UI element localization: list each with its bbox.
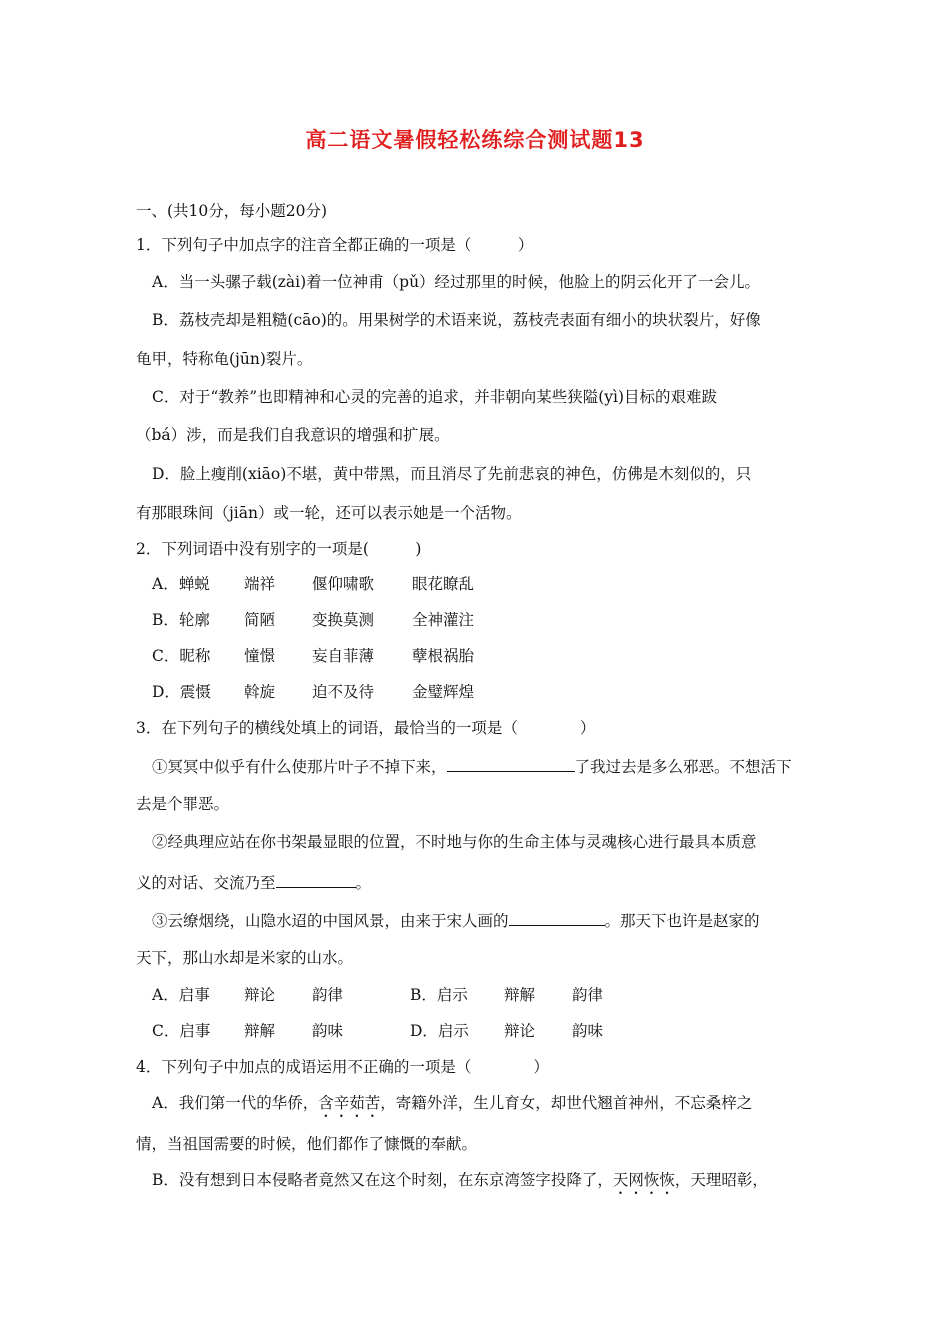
option-word: 韵律: [572, 986, 604, 1004]
question-3-sentence-2-cont: [136, 871, 371, 893]
question-1-option-d-line1: D．脸上瘦削(xiāo)不堪，黄中带黑，而且消尽了先前悲哀的神色，仿佛是木刻似的，只: [152, 465, 752, 483]
option-word: 迫不及待: [312, 683, 375, 701]
sentence-text: ，天理昭彰，: [674, 1171, 768, 1189]
question-4-option-b-line1: [152, 1170, 768, 1198]
question-2-stem: 2．下列词语中没有别字的一项是( ): [136, 540, 422, 558]
option-label: A．蝉蜕: [152, 575, 210, 593]
question-1-option-c-line2: （bá）涉，而是我们自我意识的增强和扩展。: [136, 426, 450, 444]
sentence-text: A．我们第一代的华侨，: [152, 1094, 319, 1112]
question-1-option-d-line2: 有那眼珠间（jiān）或一轮，还可以表示她是一个活物。: [136, 504, 522, 522]
fill-blank[interactable]: [276, 871, 356, 888]
option-word: 全神灌注: [412, 611, 475, 629]
option-label: C．昵称: [152, 647, 211, 665]
question-4-stem: 4．下列句子中加点的成语运用不正确的一项是（ ）: [136, 1058, 549, 1076]
question-3-sentence-3-cont: 天下，那山水却是米家的山水。: [136, 949, 354, 967]
question-3-sentence-2: ②经典理应站在你书架最显眼的位置，不时地与你的生命主体与灵魂核心进行最具本质意: [152, 833, 757, 851]
question-1-option-c-line1: C．对于“教养”也即精神和心灵的完善的追求，并非朝向某些狭隘(yì)目标的艰难跋: [152, 388, 718, 406]
question-3-sentence-3: [152, 909, 760, 931]
sentence-text: ③云缭烟绕，山隐水迢的中国风景，由来于宋人画的: [152, 912, 509, 930]
option-word: 辩解: [244, 1022, 276, 1040]
option-word: 韵律: [312, 986, 344, 1004]
option-label: A．启事: [152, 986, 210, 1004]
option-word: 偃仰啸歌: [312, 575, 375, 593]
page-title: 高二语文暑假轻松练综合测试题13: [305, 128, 645, 152]
question-1-option-a: A．当一头骡子载(zài)着一位神甫（pǔ）经过那里的时候，他脸上的阴云化开了一会儿。: [152, 273, 761, 291]
sentence-text: 。那天下也许是赵家的: [604, 912, 760, 930]
option-label: B．启示: [410, 986, 468, 1004]
option-word: 韵味: [572, 1022, 604, 1040]
question-1-option-b-line2: 龟甲，特称龟(jūn)裂片。: [136, 350, 313, 368]
option-word: 眼花瞭乱: [412, 575, 475, 593]
sentence-text: ，寄籍外洋，生儿育女，却世代翘首神州，不忘桑梓之: [380, 1094, 753, 1112]
option-word: 辩论: [244, 986, 276, 1004]
question-1-option-b-line1: B．荔枝壳却是粗糙(cāo)的。用果树学的术语来说，荔枝壳表面有细小的块状裂片，好像: [152, 311, 761, 329]
sentence-text: 了我过去是多么邪恶。不想活下: [574, 758, 792, 776]
dotted-idiom: 含辛茹苦: [318, 1094, 381, 1112]
option-word: 孽根祸胎: [412, 647, 475, 665]
option-word: 金璧辉煌: [412, 683, 475, 701]
question-1-stem: 1．下列句子中加点字的注音全都正确的一项是（ ）: [136, 236, 534, 254]
option-word: 简陋: [244, 611, 276, 629]
question-4-option-a-line2: 情，当祖国需要的时候，他们都作了慷慨的奉献。: [136, 1135, 478, 1153]
option-word: 辩论: [504, 1022, 536, 1040]
option-word: 斡旋: [244, 683, 276, 701]
option-label: C．启事: [152, 1022, 211, 1040]
dotted-idiom: 天网恢恢: [612, 1171, 675, 1189]
question-3-stem: 3．在下列句子的横线处填上的词语，最恰当的一项是（ ）: [136, 719, 596, 737]
sentence-text: 。: [355, 874, 372, 892]
question-3-sentence-1: [152, 755, 792, 777]
sentence-text: B．没有想到日本侵略者竟然又在这个时刻，在东京湾签字投降了，: [152, 1171, 613, 1189]
option-word: 憧憬: [244, 647, 276, 665]
fill-blank[interactable]: [447, 755, 575, 772]
fill-blank[interactable]: [509, 909, 605, 926]
option-word: 韵味: [312, 1022, 344, 1040]
option-word: 辩解: [504, 986, 536, 1004]
option-word: 端祥: [244, 575, 276, 593]
option-label: D．震慑: [152, 683, 211, 701]
question-3-sentence-1-cont: 去是个罪恶。: [136, 795, 230, 813]
sentence-text: ①冥冥中似乎有什么使那片叶子不掉下来，: [152, 758, 447, 776]
question-4-option-a-line1: [152, 1093, 752, 1121]
option-label: B．轮廓: [152, 611, 210, 629]
option-word: 妄自菲薄: [312, 647, 375, 665]
section-header: 一、(共10分，每小题20分): [136, 202, 328, 220]
sentence-text: 义的对话、交流乃至: [136, 874, 276, 892]
option-word: 变换莫测: [312, 611, 375, 629]
option-label: D．启示: [410, 1022, 469, 1040]
